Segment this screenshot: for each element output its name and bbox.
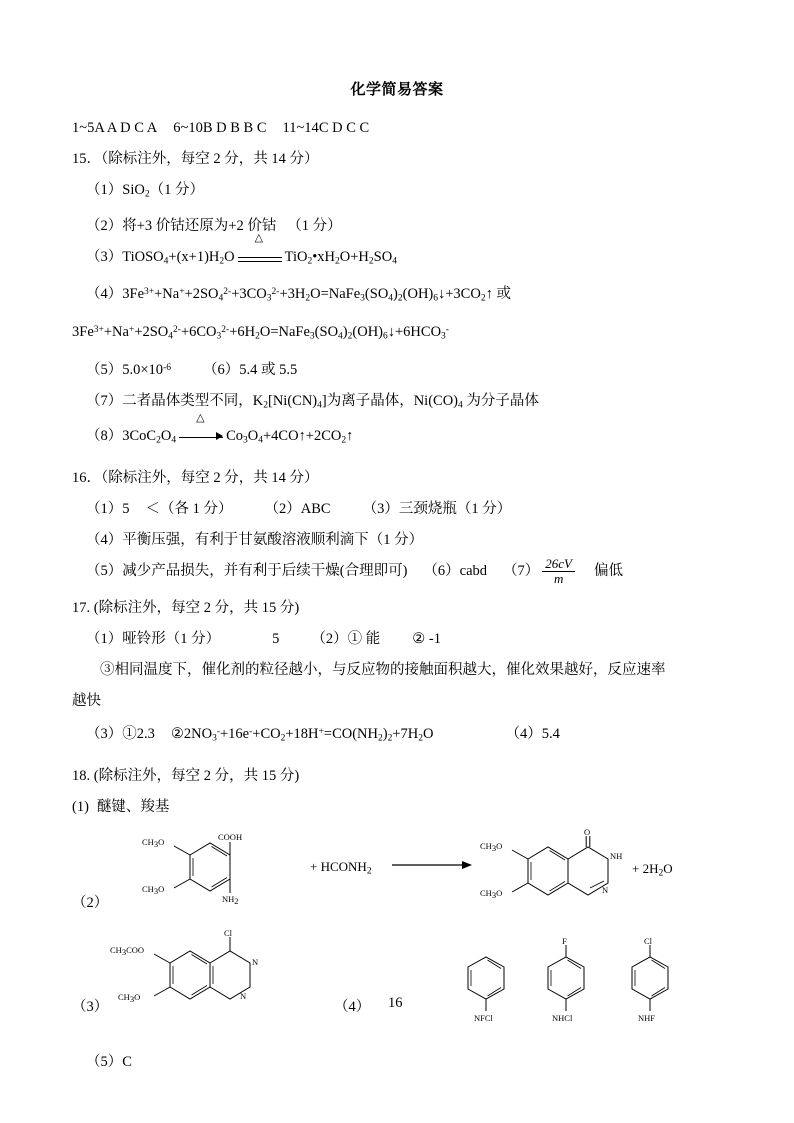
q15-item-4-alt: [72, 315, 722, 353]
q18-structures-row: [72, 929, 722, 1041]
svg-text:NH2: NH2: [222, 893, 239, 906]
q18-item-1-number: (1): [72, 798, 89, 815]
q15-item-7-number: （7）: [86, 392, 123, 409]
heating-reaction-arrow-icon: [179, 430, 223, 444]
svg-text:CH3O: CH3O: [480, 840, 503, 853]
q18-line-4: [72, 1047, 722, 1078]
q18-line-1: [72, 792, 722, 823]
q16-item-4-text: 平衡压强，有利于甘氨酸溶液顺利滴下（1 分）: [122, 531, 424, 548]
q15-item-6-value: 5.4 或 5.5: [239, 361, 298, 378]
q17-item-1-b: 5: [272, 630, 280, 647]
svg-text:NHF: NHF: [638, 1012, 656, 1023]
q15-item-8-right: $Co_3O_4+4CO↑+2CO_2↑$: [226, 428, 354, 446]
q16-item-2-number: （2）: [264, 500, 301, 517]
svg-text:F: F: [562, 935, 567, 946]
q15-item-2: [72, 211, 722, 242]
q17-item-1-a: 哑铃形（1 分）: [122, 630, 221, 647]
q16-line-2: [72, 525, 722, 556]
q17-item-3-number: （3）: [86, 725, 123, 742]
question-18-header: 18. (除标注外，每空 2 分，共 15 分): [72, 767, 300, 784]
choice-answers-2: B D B B C: [202, 120, 267, 136]
q15-item-3-number: （3）: [86, 248, 123, 265]
q16-item-7-text: 偏低: [594, 562, 623, 579]
q16-item-7-number: （7）: [503, 562, 540, 579]
q16-item-3-d: 三颈烧瓶（1 分）: [398, 500, 512, 517]
q15-item-8-left: $3CoC_2O_4$: [122, 428, 177, 446]
svg-text:NFCl: NFCl: [474, 1012, 493, 1023]
choice-range-1: 1~5: [72, 120, 95, 136]
svg-text:CH3O: CH3O: [480, 887, 503, 900]
q18-item-4-number: （4）: [334, 998, 371, 1015]
q15-item-1-note: （1 分）: [149, 182, 204, 198]
choice-range-2: 6~10: [173, 120, 203, 136]
q16-item-5-number: （5）: [86, 562, 123, 579]
q15-item-6-number: （6）: [202, 361, 240, 378]
q16-item-6-number: （6）: [423, 562, 460, 579]
q16-line-3: [72, 556, 722, 587]
svg-text:NH: NH: [610, 850, 623, 861]
scheme-reagent-label: + $HCONH_2$: [310, 858, 372, 877]
q15-item-2-text: 将+3 价钴还原为+2 价钴 （1 分）: [122, 217, 342, 234]
q15-item-1: [72, 175, 722, 211]
q15-item-5-number: （5）: [86, 361, 123, 378]
q15-item-3: [72, 242, 722, 278]
reaction-arrow-icon: [392, 857, 472, 878]
q18-item-4-value: 16: [388, 994, 403, 1011]
svg-text:CH3O: CH3O: [142, 883, 165, 896]
svg-text:CH3O: CH3O: [142, 836, 165, 849]
heating-equilibrium-arrow-icon: [238, 250, 282, 264]
q18-item-1-text: 醚键、羧基: [96, 798, 170, 815]
svg-text:Cl: Cl: [224, 927, 233, 938]
product-structure-diagram: [472, 826, 672, 930]
svg-text:N: N: [252, 956, 259, 967]
q15-item-4-alt-equation: $3Fe^{3+}+Na^++2SO_4^{2-}+6CO_3^{2-}+6H_2O=NaFe_3(SO_4)_2(OH)_6↓+6HCO_3^-$: [72, 323, 449, 342]
q17-item-3-b: $②2NO_3^-+16e^-+CO_2+18H^+=CO(NH_2)_2+7H_2O$: [170, 725, 434, 744]
q15-item-4: [72, 277, 722, 315]
question-15-header: 15．（除标注外，每空 2 分，共 14 分）: [72, 151, 319, 167]
svg-text:N: N: [240, 990, 247, 1001]
q15-item-3-left: $TiOSO_4+(x+1)H_2O$: [122, 248, 235, 267]
q18-item-2-number: （2）: [72, 894, 109, 911]
q16-item-3-number: （3）: [362, 500, 399, 517]
chloro-quinazoline-structure: [108, 929, 318, 1044]
choice-range-3: 11~14: [282, 120, 319, 136]
q15-item-8-number: （8）: [86, 428, 123, 445]
q17-item-2-c: ① 能: [347, 630, 381, 647]
q17-item-3-a: ①2.3: [122, 725, 155, 742]
q16-item-1-b: ＜（各 1 分）: [145, 500, 233, 517]
q16-item-7-fraction: [542, 557, 575, 585]
page-title: 化学简易答案: [350, 81, 444, 98]
q16-item-1-number: （1）: [86, 500, 123, 517]
q18-item-5-number: （5）: [86, 1053, 123, 1070]
choice-answers-1: A A D C A: [94, 120, 158, 136]
q16-item-6-text: cabd: [459, 562, 488, 579]
fraction-denominator: m: [542, 571, 575, 586]
q17-item-4-number: （4）: [505, 725, 542, 742]
q16-item-5-text: 减少产品损失，并有利于后续干燥(合理即可): [122, 562, 408, 579]
q17-item-2-d: ② -1: [412, 630, 441, 647]
q16-line-1: [72, 494, 722, 525]
question-17-header: 17. (除标注外，每空 2 分，共 15 分): [72, 599, 300, 616]
q15-item-7: [72, 386, 722, 422]
q18-scheme-row: [72, 826, 722, 925]
q15-item-3-right: $TiO_2•xH_2O+H_2SO_4$: [284, 248, 397, 267]
q15-item-7-text: 二者晶体类型不同，$K_2[Ni(CN)_4]$为离子晶体，$Ni(CO)_4$ 为分子晶体: [122, 392, 539, 411]
q17-line-3: [72, 717, 722, 755]
q15-item-1-formula: SiO$_2$: [122, 182, 150, 200]
q16-item-4-number: （4）: [86, 531, 123, 548]
q17-line-2b: 越快: [72, 692, 101, 709]
q16-item-1-a: 5: [122, 500, 130, 517]
svg-text:N: N: [602, 884, 609, 895]
reactant-structure-diagram: [112, 829, 302, 930]
q15-item-8: [72, 421, 722, 457]
q15-item-4-number: （4）: [86, 286, 123, 303]
svg-text:COOH: COOH: [218, 831, 243, 842]
choice-answer-line: [72, 113, 722, 144]
svg-text:NHCl: NHCl: [552, 1012, 573, 1023]
q16-item-2-c: ABC: [300, 500, 331, 517]
aryl-isomer-structures: [440, 935, 720, 1046]
q17-line-1: [72, 624, 722, 655]
svg-text:Cl: Cl: [644, 935, 653, 946]
fraction-numerator: 26cV: [545, 556, 572, 572]
q15-item-4-equation: $3Fe^{3+}+Na^++2SO_4^{2-}+3CO_3^{2-}+3H_2O=NaFe_3(SO_4)_2(OH)_6↓+3CO_2↑$ 或: [122, 286, 511, 304]
scheme-byproduct-label: + $2H_2O$: [632, 860, 673, 879]
q15-item-5-6: [72, 353, 722, 386]
q17-item-2-number: （2）: [311, 630, 348, 647]
q18-item-5-text: C: [122, 1053, 132, 1070]
q18-item-3-number: （3）: [72, 998, 109, 1015]
q15-item-2-number: （2）: [86, 217, 123, 234]
q15-item-1-number: （1）: [86, 182, 123, 198]
choice-answers-3: C D C C: [318, 120, 370, 136]
svg-text:O: O: [584, 826, 591, 837]
q17-line-2: ③相同温度下，催化剂的粒径越小，与反应物的接触面积越大，催化效果越好，反应速率: [100, 661, 666, 678]
q17-item-1-number: （1）: [86, 630, 123, 647]
question-16-header: 16．（除标注外，每空 2 分，共 14 分）: [72, 469, 319, 486]
q17-item-4-c: 5.4: [541, 725, 560, 742]
q15-item-5-value: $5.0\times 10^{-6}$: [122, 361, 171, 378]
svg-text:CH3COO: CH3COO: [110, 944, 145, 957]
svg-text:CH3O: CH3O: [118, 991, 141, 1004]
